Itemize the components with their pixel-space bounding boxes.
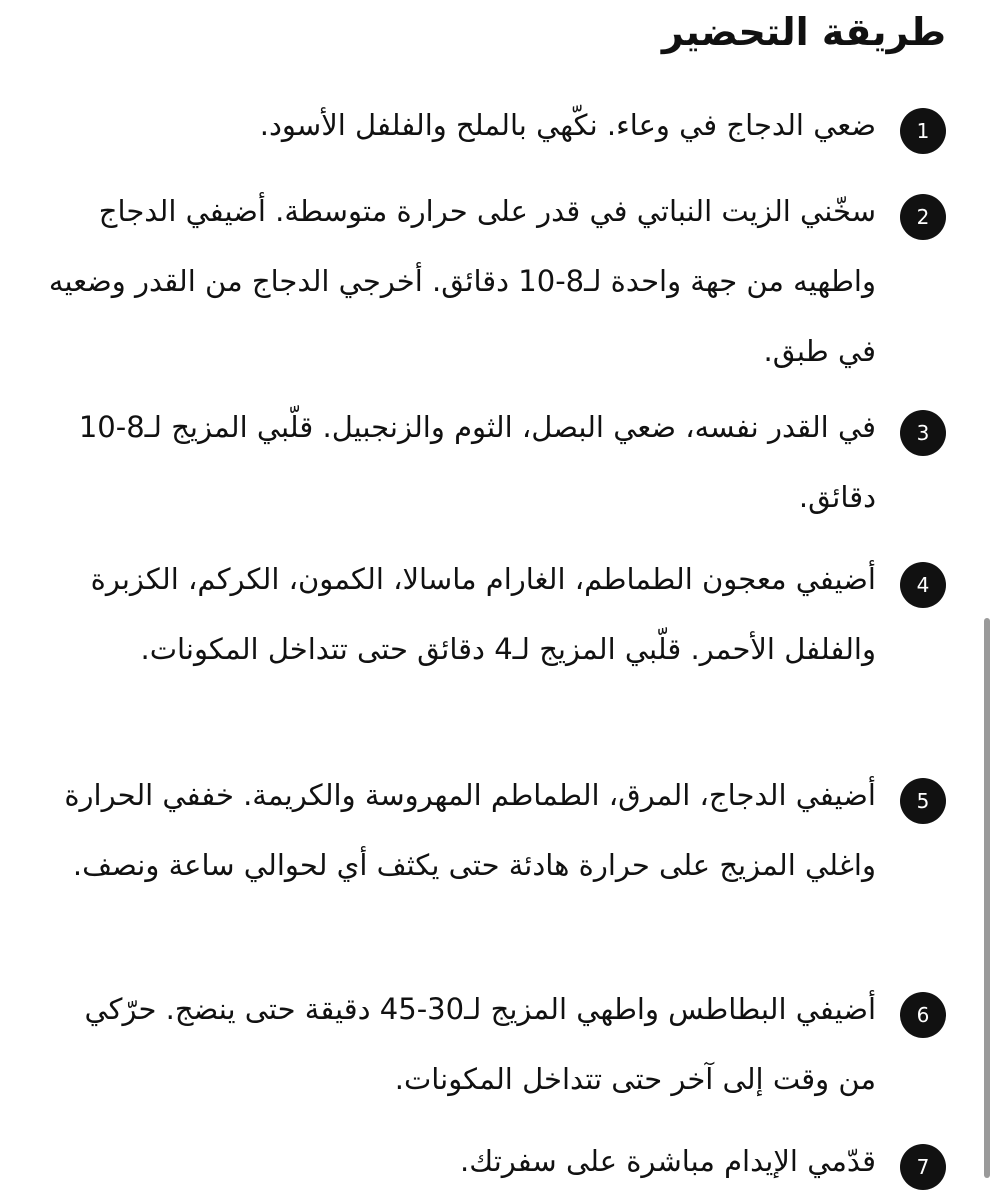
step-text: قدّمي الإيدام مباشرة على سفرتك.	[460, 1144, 876, 1178]
step-number-badge: 7	[900, 1144, 946, 1190]
step-number-badge: 4	[900, 562, 946, 608]
step-text: أضيفي الدجاج، المرق، الطماطم المهروسة والكريمة. خففي الحرارة واغلي المزيج على حرارة هادئة حتى يكثف أي لحوالي ساعة ونصف.	[64, 778, 876, 882]
step-number-badge: 2	[900, 194, 946, 240]
step-item	[46, 770, 946, 900]
step-number-badge: 3	[900, 410, 946, 456]
step-item	[46, 100, 946, 160]
step-text: أضيفي معجون الطماطم، الغارام ماسالا، الكمون، الكركم، الكزبرة والفلفل الأحمر. قلّبي المزيج لـ4 دقائق حتى تتداخل المكونات.	[90, 562, 876, 666]
section-title: طريقة التحضير	[661, 10, 946, 54]
step-text: ضعي الدجاج في وعاء. نكّهي بالملح والفلفل الأسود.	[259, 108, 876, 142]
step-number-badge: 6	[900, 992, 946, 1038]
step-text: في القدر نفسه، ضعي البصل، الثوم والزنجبيل. قلّبي المزيج لـ8-10 دقائق.	[78, 410, 876, 514]
step-item	[46, 984, 946, 1114]
step-item	[46, 1136, 946, 1196]
step-item	[46, 402, 946, 532]
step-text: سخّني الزيت النباتي في قدر على حرارة متوسطة. أضيفي الدجاج واطهيه من جهة واحدة لـ8-10 دقائق. أخرجي الدجاج من القدر وضعيه في طبق.	[48, 194, 876, 368]
step-item	[46, 554, 946, 684]
step-text: أضيفي البطاطس واطهي المزيج لـ30-45 دقيقة حتى ينضج. حرّكي من وقت إلى آخر حتى تتداخل المكونات.	[84, 992, 876, 1096]
vertical-scrollbar[interactable]	[984, 618, 990, 1178]
step-number-badge: 5	[900, 778, 946, 824]
step-item	[46, 186, 946, 386]
step-number-badge: 1	[900, 108, 946, 154]
